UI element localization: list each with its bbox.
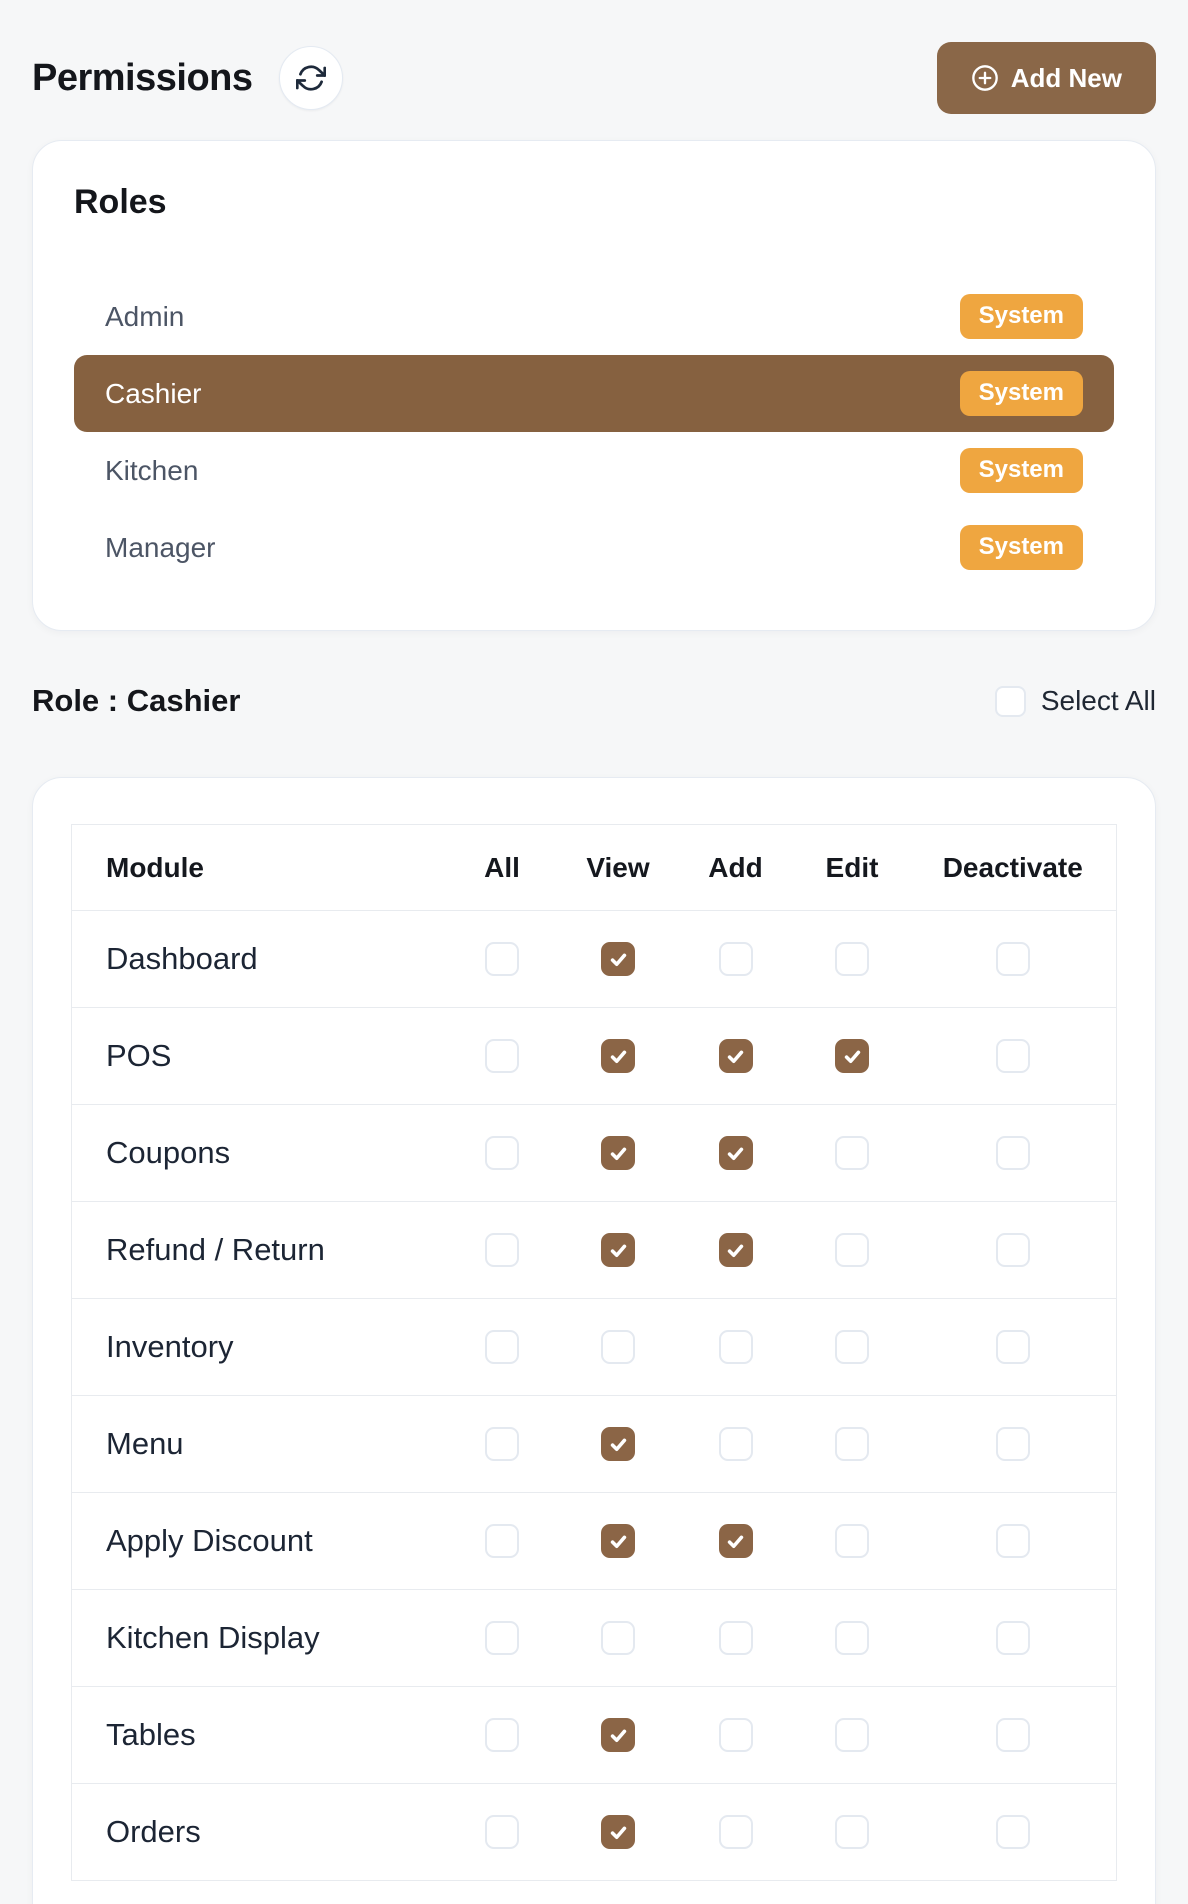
permission-checkbox-add[interactable] [719,1718,753,1752]
page-title: Permissions [32,56,253,99]
permission-cell [677,1105,795,1202]
permission-cell [910,911,1117,1008]
permission-cell [445,1202,560,1299]
permission-checkbox-all[interactable] [485,1330,519,1364]
permission-cell [795,1687,910,1784]
permission-checkbox-add[interactable] [719,1621,753,1655]
module-name: Coupons [72,1105,445,1202]
permission-checkbox-view[interactable] [601,1330,635,1364]
table-row [72,1396,1117,1493]
add-new-button[interactable] [937,42,1156,114]
select-all-control[interactable] [995,685,1156,717]
permission-cell [677,1687,795,1784]
permission-checkbox-deactivate[interactable] [996,1330,1030,1364]
permission-cell [445,1299,560,1396]
roles-card-title: Roles [74,183,167,221]
permission-cell [445,1396,560,1493]
permission-checkbox-view[interactable] [601,1524,635,1558]
permission-checkbox-add[interactable] [719,1233,753,1267]
role-name: Manager [105,531,216,563]
module-name: Kitchen Display [72,1590,445,1687]
permission-cell [560,911,677,1008]
role-list-item-manager[interactable] [74,509,1114,586]
permission-checkbox-all[interactable] [485,1524,519,1558]
permission-checkbox-view[interactable] [601,1136,635,1170]
permission-checkbox-all[interactable] [485,1039,519,1073]
permission-cell [677,1396,795,1493]
role-system-badge: System [960,448,1083,493]
role-list-item-cashier[interactable] [74,355,1114,432]
permission-cell [677,1784,795,1881]
permission-checkbox-all[interactable] [485,1427,519,1461]
permission-checkbox-view[interactable] [601,1427,635,1461]
role-name: Admin [105,300,185,332]
table-row [72,1590,1117,1687]
permission-cell [445,1590,560,1687]
permission-cell [795,1590,910,1687]
permission-checkbox-view[interactable] [601,1039,635,1073]
column-header-add: Add [677,825,795,911]
table-row [72,1008,1117,1105]
permission-checkbox-all[interactable] [485,942,519,976]
permission-checkbox-deactivate[interactable] [996,942,1030,976]
permission-checkbox-add[interactable] [719,1524,753,1558]
permission-cell [560,1687,677,1784]
module-name: Inventory [72,1299,445,1396]
permissions-table-card [32,777,1156,1904]
permission-cell [445,1493,560,1590]
permission-checkbox-edit[interactable] [835,1330,869,1364]
permission-checkbox-deactivate[interactable] [996,1136,1030,1170]
permission-cell [445,1008,560,1105]
permission-cell [560,1493,677,1590]
top-bar [32,0,1156,114]
permission-cell [677,1590,795,1687]
permission-checkbox-edit[interactable] [835,1815,869,1849]
roles-card [32,140,1156,631]
permission-cell [910,1008,1117,1105]
permission-cell [560,1008,677,1105]
permission-checkbox-add[interactable] [719,1815,753,1849]
module-name: Orders [72,1784,445,1881]
permission-checkbox-all[interactable] [485,1815,519,1849]
role-name: Kitchen [105,454,199,486]
permission-checkbox-view[interactable] [601,1621,635,1655]
permission-cell [560,1396,677,1493]
permission-cell [677,911,795,1008]
permission-checkbox-all[interactable] [485,1621,519,1655]
permission-cell [445,1105,560,1202]
plus-circle-icon [971,64,999,92]
permission-cell [795,1299,910,1396]
permission-checkbox-add[interactable] [719,1136,753,1170]
permission-cell [677,1202,795,1299]
table-row [72,1105,1117,1202]
role-list-item-admin[interactable] [74,278,1114,355]
permission-cell [445,1687,560,1784]
permission-checkbox-deactivate[interactable] [996,1718,1030,1752]
module-name: Refund / Return [72,1202,445,1299]
permission-cell [910,1784,1117,1881]
permission-cell [910,1105,1117,1202]
permission-checkbox-view[interactable] [601,1718,635,1752]
permission-checkbox-edit[interactable] [835,942,869,976]
roles-list [74,278,1114,586]
permission-cell [560,1105,677,1202]
role-heading-row [32,683,1156,719]
column-header-module: Module [72,825,445,911]
permission-cell [795,1105,910,1202]
permission-cell [445,911,560,1008]
role-name: Cashier [105,377,202,409]
permission-cell [910,1396,1117,1493]
column-header-view: View [560,825,677,911]
permission-checkbox-view[interactable] [601,1233,635,1267]
column-header-deactivate: Deactivate [910,825,1117,911]
permissions-table [71,824,1117,1881]
module-name: Tables [72,1687,445,1784]
permission-checkbox-edit[interactable] [835,1427,869,1461]
permission-checkbox-edit[interactable] [835,1136,869,1170]
permission-cell [795,1202,910,1299]
role-list-item-kitchen[interactable] [74,432,1114,509]
table-row [72,1202,1117,1299]
module-name: Dashboard [72,911,445,1008]
permission-checkbox-deactivate[interactable] [996,1524,1030,1558]
table-row [72,1299,1117,1396]
permission-checkbox-edit[interactable] [835,1621,869,1655]
column-header-all: All [445,825,560,911]
permission-cell [910,1493,1117,1590]
permission-cell [910,1202,1117,1299]
table-header-row [72,825,1117,911]
permission-cell [560,1590,677,1687]
refresh-icon [296,63,326,93]
permission-checkbox-edit[interactable] [835,1039,869,1073]
table-row [72,1493,1117,1590]
refresh-button[interactable] [279,46,343,110]
permission-cell [795,1396,910,1493]
permission-checkbox-add[interactable] [719,942,753,976]
permission-cell [560,1299,677,1396]
module-name: Apply Discount [72,1493,445,1590]
permission-cell [795,911,910,1008]
permission-cell [677,1008,795,1105]
permission-cell [677,1299,795,1396]
permission-cell [560,1784,677,1881]
module-name: Menu [72,1396,445,1493]
permission-cell [910,1687,1117,1784]
permission-checkbox-all[interactable] [485,1136,519,1170]
permission-checkbox-add[interactable] [719,1427,753,1461]
permission-cell [910,1590,1117,1687]
permission-cell [910,1299,1117,1396]
permission-checkbox-add[interactable] [719,1039,753,1073]
permission-checkbox-edit[interactable] [835,1233,869,1267]
permission-checkbox-all[interactable] [485,1718,519,1752]
role-heading: Role : Cashier [32,683,241,718]
permission-cell [445,1784,560,1881]
role-system-badge: System [960,371,1083,416]
add-new-label: Add New [1010,62,1122,93]
permission-checkbox-view[interactable] [601,1815,635,1849]
table-row [72,1784,1117,1881]
select-all-label: Select All [1040,685,1156,716]
permission-cell [677,1493,795,1590]
select-all-checkbox[interactable] [995,686,1026,717]
permission-cell [560,1202,677,1299]
table-row [72,911,1117,1008]
role-system-badge: System [960,525,1083,570]
permission-cell [795,1784,910,1881]
module-name: POS [72,1008,445,1105]
permission-checkbox-edit[interactable] [835,1718,869,1752]
permission-checkbox-deactivate[interactable] [996,1233,1030,1267]
permission-checkbox-view[interactable] [601,942,635,976]
permission-checkbox-add[interactable] [719,1330,753,1364]
permission-checkbox-deactivate[interactable] [996,1427,1030,1461]
column-header-edit: Edit [795,825,910,911]
role-system-badge: System [960,294,1083,339]
permission-checkbox-deactivate[interactable] [996,1815,1030,1849]
permission-cell [795,1493,910,1590]
permission-checkbox-all[interactable] [485,1233,519,1267]
permission-checkbox-edit[interactable] [835,1524,869,1558]
permission-checkbox-deactivate[interactable] [996,1039,1030,1073]
table-row [72,1687,1117,1784]
permission-cell [795,1008,910,1105]
permission-checkbox-deactivate[interactable] [996,1621,1030,1655]
